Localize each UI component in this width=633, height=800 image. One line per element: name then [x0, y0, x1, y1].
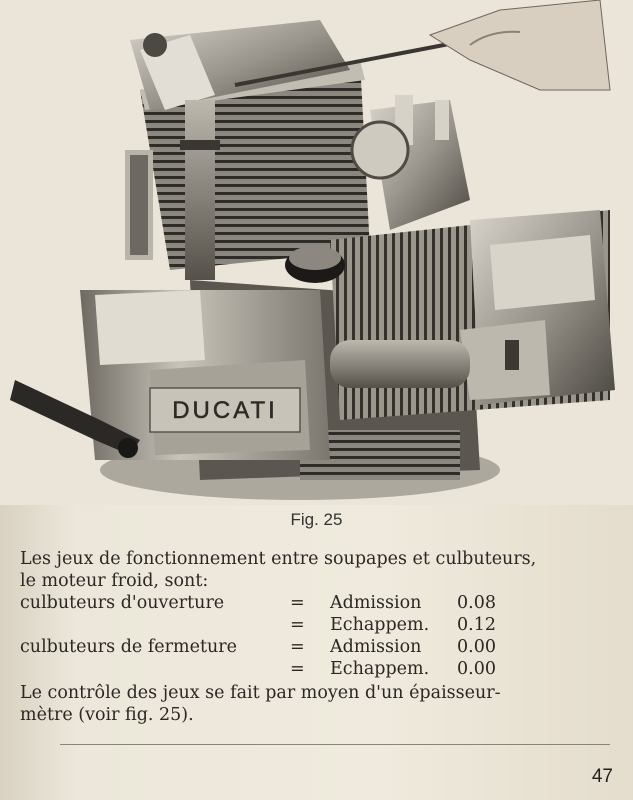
row-1-valve: Admission [330, 593, 422, 613]
brand-plate-text: DUCATI [172, 397, 278, 424]
row-2-valve: Echappem. [330, 615, 430, 635]
row-3-eq: = [290, 637, 305, 657]
closing-line-2: mètre (voir fig. 25). [20, 705, 194, 725]
row-3-value: 0.00 [457, 637, 496, 657]
figure-caption: Fig. 25 [290, 510, 343, 529]
page-number: 47 [591, 766, 613, 787]
row-4-valve: Echappem. [330, 659, 430, 679]
intro-line-2: le moteur froid, sont: [20, 571, 209, 591]
row-2-eq: = [290, 615, 305, 635]
row-1-eq: = [290, 593, 305, 613]
row-1-value: 0.08 [457, 593, 496, 613]
intro-line-1: Les jeux de fonctionnement entre soupapes et culbuteurs, [20, 549, 537, 569]
row-1-label: culbuteurs d'ouverture [20, 593, 225, 613]
closing-line-1: Le contrôle des jeux se fait par moyen d'un épaisseur- [20, 683, 501, 703]
page-divider [60, 744, 610, 745]
row-3-label: culbuteurs de fermeture [20, 637, 238, 657]
row-3-valve: Admission [330, 637, 422, 657]
row-2-value: 0.12 [457, 615, 496, 635]
row-4-eq: = [290, 659, 305, 679]
row-4-value: 0.00 [457, 659, 496, 679]
